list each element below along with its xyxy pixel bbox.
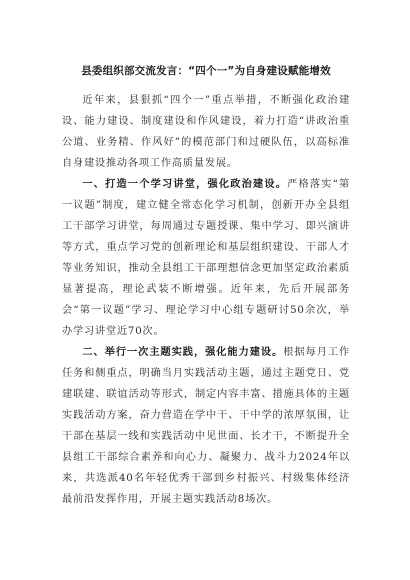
- section-2-paragraph: [62, 342, 350, 510]
- section-1-paragraph: [62, 174, 350, 342]
- intro-paragraph: 近年来，县狠抓“四个一”重点举措，不断强化政治建设、能力建设、制度建设和作风建设，着力打造“讲政治重公道、业务精、作风好”的模范部门和过硬队伍，以高标准自身建设推动各项工作高质量发展。: [62, 95, 350, 169]
- section-2-heading: 二、举行一次主题实践，强化能力建设。: [82, 347, 284, 358]
- section-1-heading: 一、打造一个学习讲堂，强化政治建设。: [82, 179, 288, 190]
- document-title: 县委组织部交流发言：“四个一”为自身建设赋能增效: [81, 65, 331, 77]
- section-2-body: 根据每月工作任务和侧重点，明确当月实践活动主题，通过主题党日、党建联建、联谊活动等形式，制定内容丰富、措施具体的主题实践活动方案，奋力营造在学中干、干中学的浓厚氛围，让干部在基层一线和实践活动中见世面、长才干，不断提升全县组工干部综合素养和向心力、凝聚力、战斗力2024年以来，共选派40名年轻优秀干部到乡村振兴、村级集体经济最前沿发挥作用，开展主题实践活动8场次。: [62, 347, 350, 505]
- document-page: [62, 64, 350, 510]
- section-1-body: 严格落实“第一议题”制度，建立健全常态化学习机制，创新开办全县组工干部学习讲堂，每周通过专题授课、集中学习、即兴演讲等方式，重点学习党的创新理论和基层组织建设、干部人才等业务知识，推动全县组工干部理想信念更加坚定政治素质显著提高，理论武装不断增强。近年来，先后开展部务会“第一议题”学习、理论学习中心组专题研讨50余次，举办学习讲堂近70次。: [62, 179, 350, 337]
